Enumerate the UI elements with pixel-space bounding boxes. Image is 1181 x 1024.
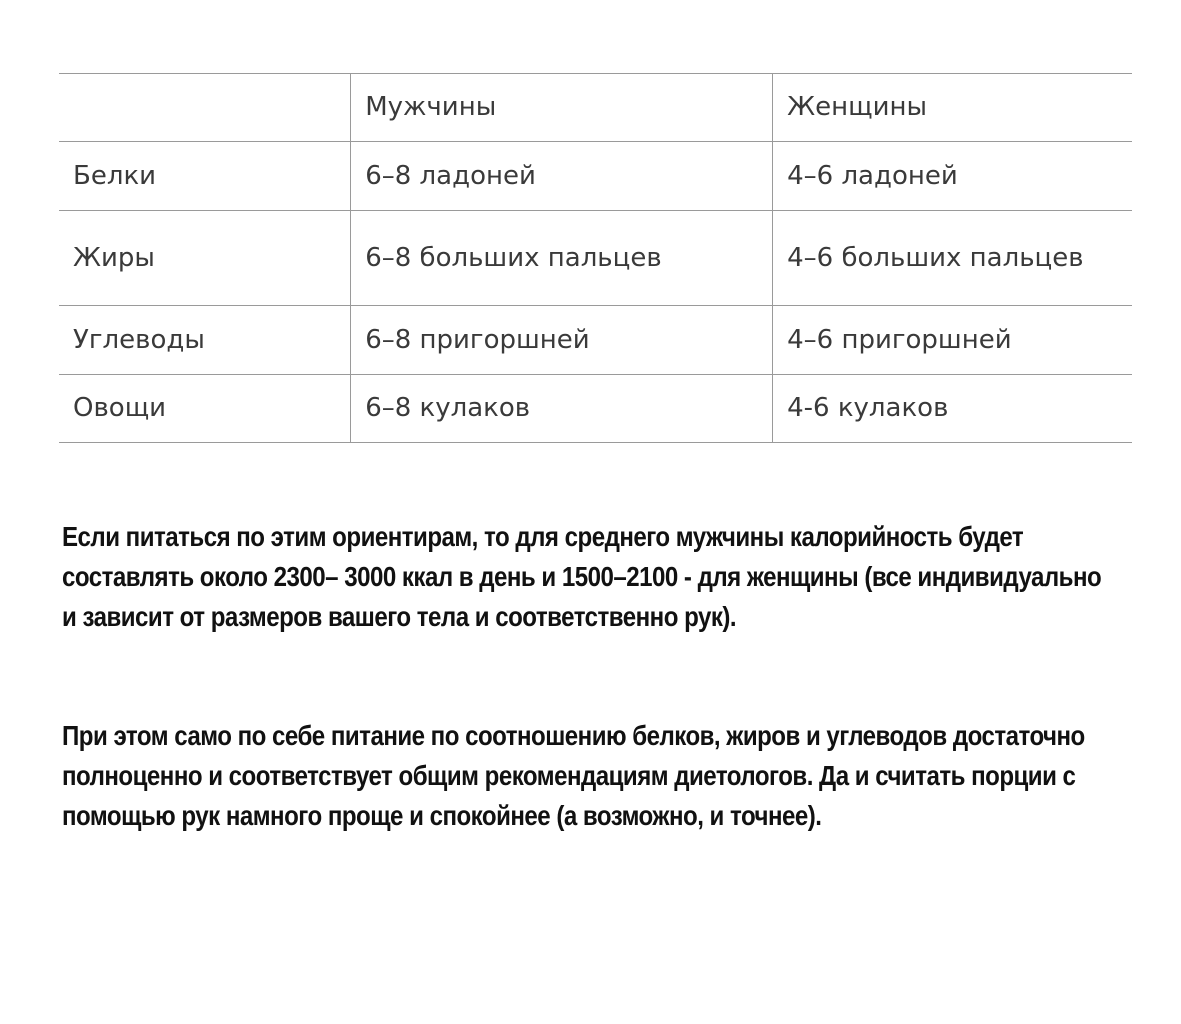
- table-row-carbs: [59, 306, 1132, 375]
- header-label-cell: [59, 74, 351, 142]
- table-row-vegetables: [59, 375, 1132, 443]
- nutrition-recommendation-paragraph: При этом само по себе питание по соотношению белков, жиров и углеводов достаточно полноценно и соответствует общим рекомендациям диетологов. Да и считать порции с помощью рук намного проще и спокойнее (а возможно, и точнее).: [62, 720, 1085, 831]
- women-value: 4–6 ладоней: [773, 142, 1132, 211]
- table-row-fats: [59, 211, 1132, 306]
- row-label: Белки: [59, 142, 351, 211]
- row-label: Жиры: [59, 211, 351, 306]
- women-value: 4–6 больших пальцев: [773, 211, 1132, 306]
- men-value: 6–8 кулаков: [351, 375, 773, 443]
- header-men-cell: Мужчины: [351, 74, 773, 142]
- calorie-explanation-paragraph: Если питаться по этим ориентирам, то для среднего мужчины калорийность будет составлять около 2300– 3000 ккал в день и 1500–2100 - для женщины (все индивидуально и зависит от размеров вашего тела и соответственно рук).: [62, 521, 1102, 632]
- row-label: Углеводы: [59, 306, 351, 375]
- women-value: 4-6 кулаков: [773, 375, 1132, 443]
- table-header-row: [59, 74, 1132, 142]
- men-value: 6–8 больших пальцев: [351, 211, 773, 306]
- men-value: 6–8 пригоршней: [351, 306, 773, 375]
- men-value: 6–8 ладоней: [351, 142, 773, 211]
- row-label: Овощи: [59, 375, 351, 443]
- header-women-cell: Женщины: [773, 74, 1132, 142]
- portion-table: [59, 73, 1132, 443]
- women-value: 4–6 пригоршней: [773, 306, 1132, 375]
- table-row-proteins: [59, 142, 1132, 211]
